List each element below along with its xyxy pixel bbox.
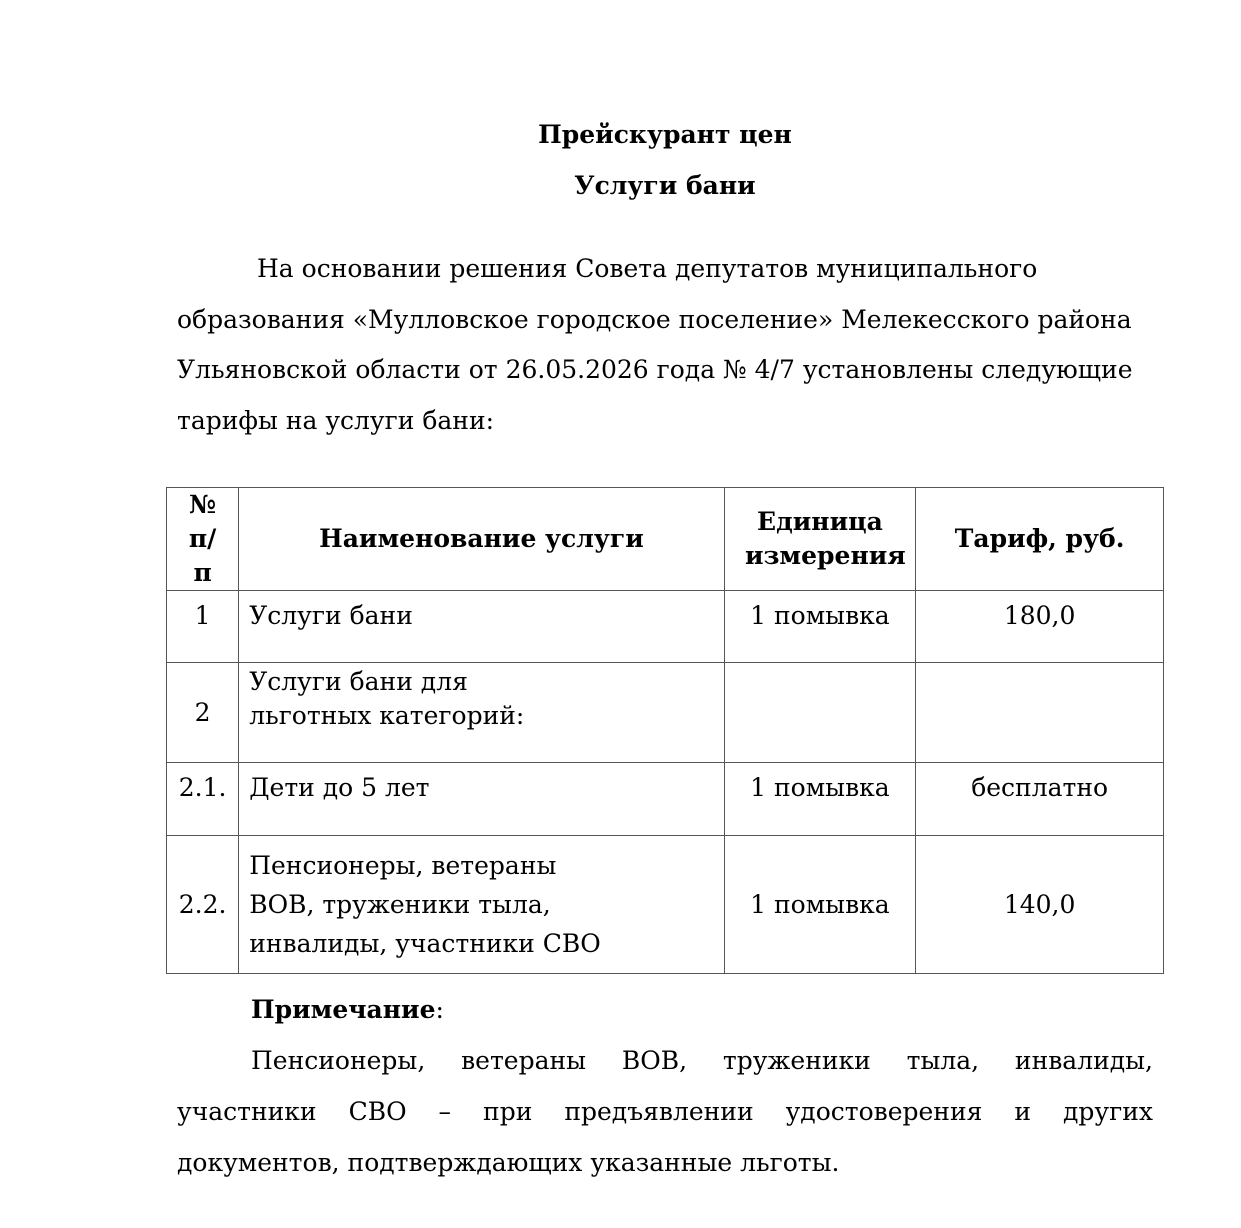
row-unit: 1 помывка [724, 836, 916, 974]
intro-paragraph: На основании решения Совета депутатов муниципального образования «Мулловское городское поселение» Мелекесского района Ульяновской области от 26.05.2026 года № 4/7 установлены следующие тарифы на услуги бани: [177, 254, 1133, 435]
row-num: 2 [167, 663, 239, 763]
tariff-table [166, 487, 1164, 974]
note-colon: : [435, 995, 444, 1024]
header-unit: Единица измерения [724, 488, 916, 591]
table-row [167, 836, 1164, 974]
header-tariff: Тариф, руб. [916, 488, 1164, 591]
row-name: Дети до 5 лет [239, 763, 724, 836]
note-heading [251, 993, 444, 1027]
table-row [167, 591, 1164, 663]
row-name: Услуги бани для льготных категорий: [239, 663, 724, 763]
row-name: Пенсионеры, ветераны ВОВ, труженики тыла, инвалиды, участники СВО [239, 836, 724, 974]
row-unit: 1 помывка [724, 591, 916, 663]
header-name: Наименование услуги [239, 488, 724, 591]
document-subtitle: Услуги бани [574, 171, 756, 200]
row-tariff: 140,0 [916, 836, 1164, 974]
table-row [167, 663, 1164, 763]
table-row [167, 763, 1164, 836]
row-tariff [916, 663, 1164, 763]
row-unit [724, 663, 916, 763]
note-label: Примечание [251, 995, 436, 1024]
row-num: 1 [167, 591, 239, 663]
table-header-row [167, 488, 1164, 591]
row-unit: 1 помывка [724, 763, 916, 836]
row-tariff: 180,0 [916, 591, 1164, 663]
row-name: Услуги бани [239, 591, 724, 663]
row-tariff: бесплатно [916, 763, 1164, 836]
document-title: Прейскурант цен [538, 120, 792, 149]
row-num: 2.2. [167, 836, 239, 974]
note-text: Пенсионеры, ветераны ВОВ, труженики тыла, инвалиды, участники СВО – при предъявлении удостоверения и других документов, подтверждающих указанные льготы. [177, 1046, 1153, 1177]
header-num: № п/п [167, 488, 239, 591]
row-num: 2.1. [167, 763, 239, 836]
